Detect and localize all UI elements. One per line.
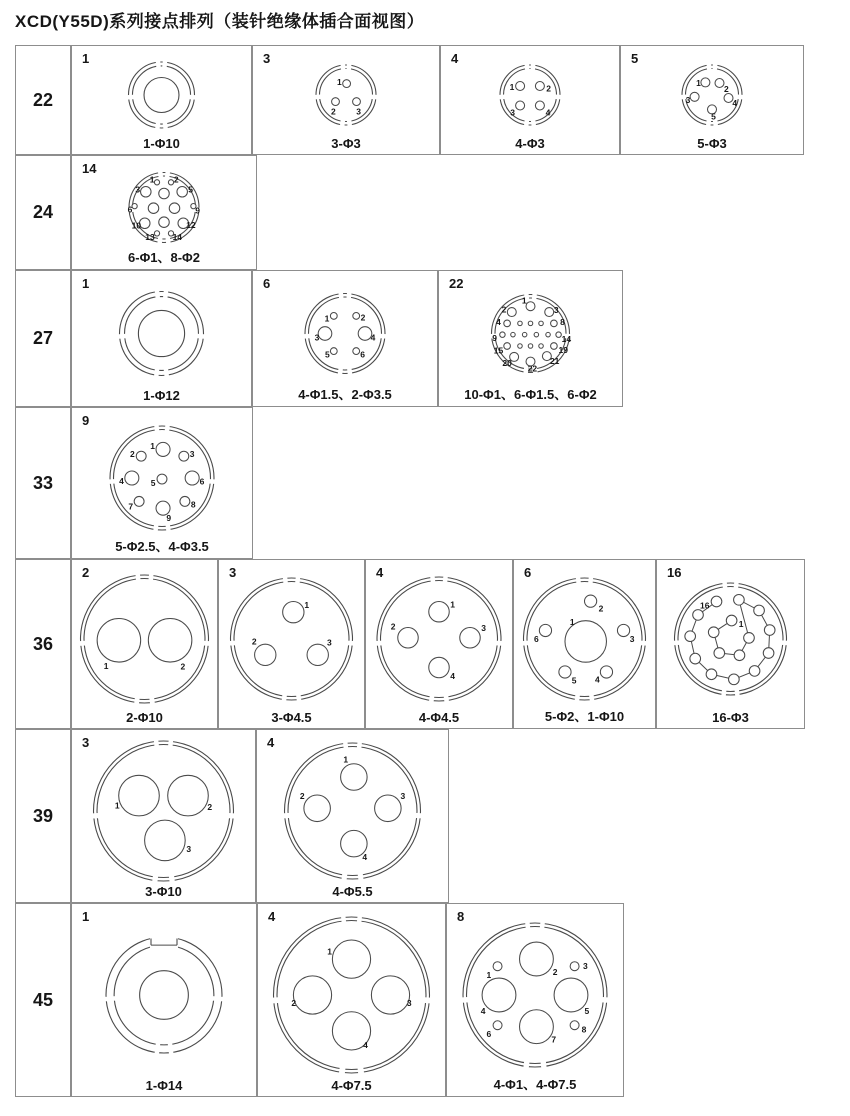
- pin-number-label: 15: [493, 345, 504, 356]
- pin-number-label: 14: [561, 333, 572, 344]
- pin-number-label: 5: [325, 349, 330, 360]
- pin-spec-caption: 1-Φ12: [143, 388, 180, 403]
- connector-face-diagram: [366, 560, 512, 728]
- pin-number-label: 3: [553, 305, 559, 316]
- pin-number-label: 3: [510, 107, 515, 118]
- pin-number-label: 4: [732, 97, 738, 108]
- connector-face-diagram: [447, 904, 623, 1096]
- pin-number-label: 2: [546, 83, 551, 94]
- config-cell-36-6: [513, 559, 656, 729]
- pin-number-label: 9: [166, 513, 172, 524]
- pin-number-label: 2: [173, 174, 179, 185]
- pin-number-label: 3: [400, 791, 406, 802]
- connector-face-diagram: [657, 560, 804, 728]
- pin-number-label: 1: [696, 78, 701, 88]
- pin-number-label: 2: [360, 312, 366, 323]
- pin-spec-caption: 3-Φ10: [145, 884, 182, 899]
- config-number: 5: [631, 51, 639, 66]
- pin-number-label: 1: [327, 946, 333, 957]
- config-number: 1: [82, 909, 90, 924]
- pin-number-label: 6: [533, 634, 539, 644]
- pin-number-label: 1: [114, 800, 120, 811]
- shell-size-label: 45: [32, 989, 54, 1010]
- pin-number-label: 19: [558, 344, 568, 355]
- pin-number-label: 2: [390, 621, 396, 632]
- pin-number-label: 4: [450, 671, 456, 682]
- connector-face-diagram: [219, 560, 364, 728]
- pin-number-label: 2: [724, 84, 729, 94]
- pin-number-label: 7: [128, 501, 134, 512]
- pin-spec-caption: 5-Φ2.5、4-Φ3.5: [115, 539, 209, 554]
- config-number: 4: [267, 735, 275, 750]
- config-cell-24-14: [71, 155, 257, 270]
- pin-spec-caption: 4-Φ7.5: [331, 1078, 372, 1093]
- pin-spec-caption: 5-Φ2、1-Φ10: [544, 709, 625, 724]
- connector-face-diagram: [257, 730, 448, 902]
- config-number: 4: [268, 909, 276, 924]
- pin-spec-caption: 5-Φ3: [697, 136, 727, 151]
- pin-number-label: 6: [127, 204, 133, 215]
- pin-number-label: 4: [363, 1039, 368, 1050]
- pin-number-label: 2: [331, 106, 336, 117]
- pin-spec-caption: 4-Φ3: [515, 136, 545, 151]
- config-number: 14: [82, 161, 97, 176]
- pin-number-label: 10: [131, 220, 142, 231]
- pin-number-label: 6: [486, 1028, 492, 1039]
- pin-number-label: 3: [685, 94, 691, 105]
- pin-number-label: 12: [186, 220, 196, 230]
- config-cell-33-9: [71, 407, 253, 559]
- config-cell-22-5: [620, 45, 804, 155]
- pin-number-label: 5: [571, 675, 577, 686]
- config-cell-39-4: [256, 729, 449, 903]
- config-number: 6: [263, 276, 271, 291]
- pin-number-label: 5: [150, 478, 156, 489]
- config-cell-27-1: [71, 270, 252, 407]
- shell-size-label: 39: [32, 805, 54, 826]
- config-cell-36-16: [656, 559, 805, 729]
- pin-number-label: 2: [207, 801, 213, 812]
- pin-number-label: 3: [314, 332, 320, 343]
- size-cell-36: [15, 559, 71, 729]
- size-cell-27: [15, 270, 71, 407]
- config-number: 3: [82, 735, 90, 750]
- pin-number-label: 21: [549, 355, 560, 366]
- pin-number-label: 2: [251, 636, 257, 647]
- pin-number-label: 4: [545, 107, 551, 118]
- pin-number-label: 3: [481, 622, 487, 633]
- config-cell-45-4: [257, 903, 446, 1097]
- config-cell-39-3: [71, 729, 256, 903]
- pin-number-label: 2: [598, 603, 604, 614]
- pin-number-label: 22: [527, 363, 538, 374]
- pin-number-label: 7: [551, 1034, 557, 1045]
- pin-number-label: 9: [492, 333, 497, 344]
- pin-number-label: 4: [594, 674, 600, 685]
- pin-number-label: 3: [583, 961, 588, 972]
- config-cell-36-2: [71, 559, 218, 729]
- shell-size-label: 36: [32, 633, 54, 654]
- pin-spec-caption: 16-Φ3: [712, 710, 749, 725]
- pin-number-label: 3: [186, 843, 192, 854]
- config-cell-27-22: [438, 270, 623, 407]
- pin-number-label: 1: [103, 660, 109, 671]
- pin-number-label: 1: [150, 440, 156, 451]
- pin-spec-caption: 4-Φ5.5: [332, 884, 373, 899]
- pin-number-label: 5: [188, 184, 193, 195]
- pin-spec-caption: 1-Φ14: [145, 1078, 183, 1093]
- pin-spec-caption: 10-Φ1、6-Φ1.5、6-Φ2: [464, 387, 597, 402]
- connector-face-diagram: [72, 904, 256, 1096]
- pin-spec-caption: 4-Φ1.5、2-Φ3.5: [298, 387, 392, 402]
- pin-spec-caption: 3-Φ4.5: [271, 710, 312, 725]
- pin-number-label: 3: [629, 634, 635, 644]
- connector-face-diagram: [72, 560, 217, 728]
- config-cell-22-3: [252, 45, 440, 155]
- pin-number-label: 8: [560, 316, 565, 327]
- shell-size-label: 33: [32, 472, 54, 493]
- config-cell-27-6: [252, 270, 438, 407]
- pin-number-label: 4: [370, 332, 376, 343]
- pin-spec-caption: 1-Φ10: [143, 136, 180, 151]
- config-number: 3: [263, 51, 271, 66]
- config-cell-22-4: [440, 45, 620, 155]
- pin-spec-caption: 4-Φ4.5: [418, 710, 460, 725]
- size-cell-39: [15, 729, 71, 903]
- config-number: 1: [82, 276, 90, 291]
- pin-number-label: 2: [299, 791, 305, 802]
- pin-number-label: 2: [552, 966, 558, 977]
- size-cell-33: [15, 407, 71, 559]
- pin-number-label: 6: [360, 349, 365, 360]
- pin-number-label: 2: [291, 997, 297, 1008]
- config-number: 8: [457, 909, 465, 924]
- config-number: 3: [229, 565, 237, 580]
- connector-face-diagram: [514, 560, 655, 728]
- pin-number-label: 3: [356, 106, 361, 117]
- pin-number-label: 1: [304, 599, 310, 610]
- pin-number-label: 20: [502, 358, 512, 369]
- pin-number-label: 2: [180, 661, 186, 672]
- pin-number-label: 1: [521, 295, 527, 306]
- pin-number-label: 2: [501, 304, 507, 315]
- config-number: 6: [524, 565, 532, 580]
- page-title: XCD(Y55D)系列接点排列（装针绝缘体插合面视图）: [15, 12, 425, 31]
- size-cell-24: [15, 155, 71, 270]
- pin-number-label: 4: [496, 316, 501, 327]
- pin-number-label: 1: [337, 76, 342, 87]
- config-number: 4: [451, 51, 459, 66]
- config-number: 1: [82, 51, 90, 66]
- shell-size-label: 24: [32, 202, 54, 222]
- pin-number-label: 1: [324, 313, 330, 324]
- pin-number-label: 6: [199, 476, 205, 487]
- pin-number-label: 3: [326, 637, 332, 648]
- size-cell-45: [15, 903, 71, 1097]
- pin-spec-caption: 2-Φ10: [126, 710, 163, 725]
- pin-number-label: 16: [700, 600, 710, 611]
- config-cell-45-1: [71, 903, 257, 1097]
- pin-number-label: 3: [135, 184, 141, 195]
- config-cell-36-3: [218, 559, 365, 729]
- pin-number-label: 4: [119, 476, 124, 487]
- pin-number-label: 1: [738, 618, 744, 629]
- pin-number-label: 1: [149, 174, 155, 185]
- pin-number-label: 9: [195, 205, 200, 216]
- pin-number-label: 1: [509, 82, 515, 93]
- connector-face-diagram: [258, 904, 445, 1096]
- shell-size-label: 22: [32, 89, 54, 110]
- pin-number-label: 8: [190, 499, 196, 510]
- pin-spec-caption: 6-Φ1、8-Φ2: [128, 250, 200, 265]
- pin-number-label: 13: [145, 231, 155, 242]
- pin-number-label: 5: [711, 111, 716, 122]
- pin-number-label: 1: [569, 616, 575, 627]
- config-number: 4: [376, 565, 384, 580]
- config-cell-36-4: [365, 559, 513, 729]
- pin-number-label: 5: [584, 1005, 590, 1016]
- pin-number-label: 1: [343, 754, 349, 765]
- pin-spec-caption: 3-Φ3: [331, 136, 361, 151]
- pin-number-label: 2: [129, 449, 135, 460]
- size-cell-22: [15, 45, 71, 155]
- pin-number-label: 3: [406, 997, 412, 1008]
- config-number: 2: [82, 565, 90, 580]
- config-number: 22: [449, 276, 464, 291]
- pin-number-label: 8: [581, 1024, 587, 1035]
- shell-size-label: 27: [32, 328, 54, 348]
- config-number: 9: [82, 413, 90, 428]
- pin-number-label: 1: [486, 969, 492, 980]
- pin-number-label: 4: [480, 1005, 486, 1016]
- config-cell-45-8: [446, 903, 624, 1097]
- config-number: 16: [667, 565, 682, 580]
- pin-number-label: 14: [172, 231, 183, 242]
- connector-face-diagram: [72, 271, 251, 406]
- pin-number-label: 1: [450, 599, 456, 610]
- pin-spec-caption: 4-Φ1、4-Φ7.5: [493, 1077, 577, 1092]
- connector-face-diagram: [72, 730, 255, 902]
- config-cell-22-1: [71, 45, 252, 155]
- pin-number-label: 3: [189, 449, 195, 460]
- pin-number-label: 4: [362, 852, 368, 863]
